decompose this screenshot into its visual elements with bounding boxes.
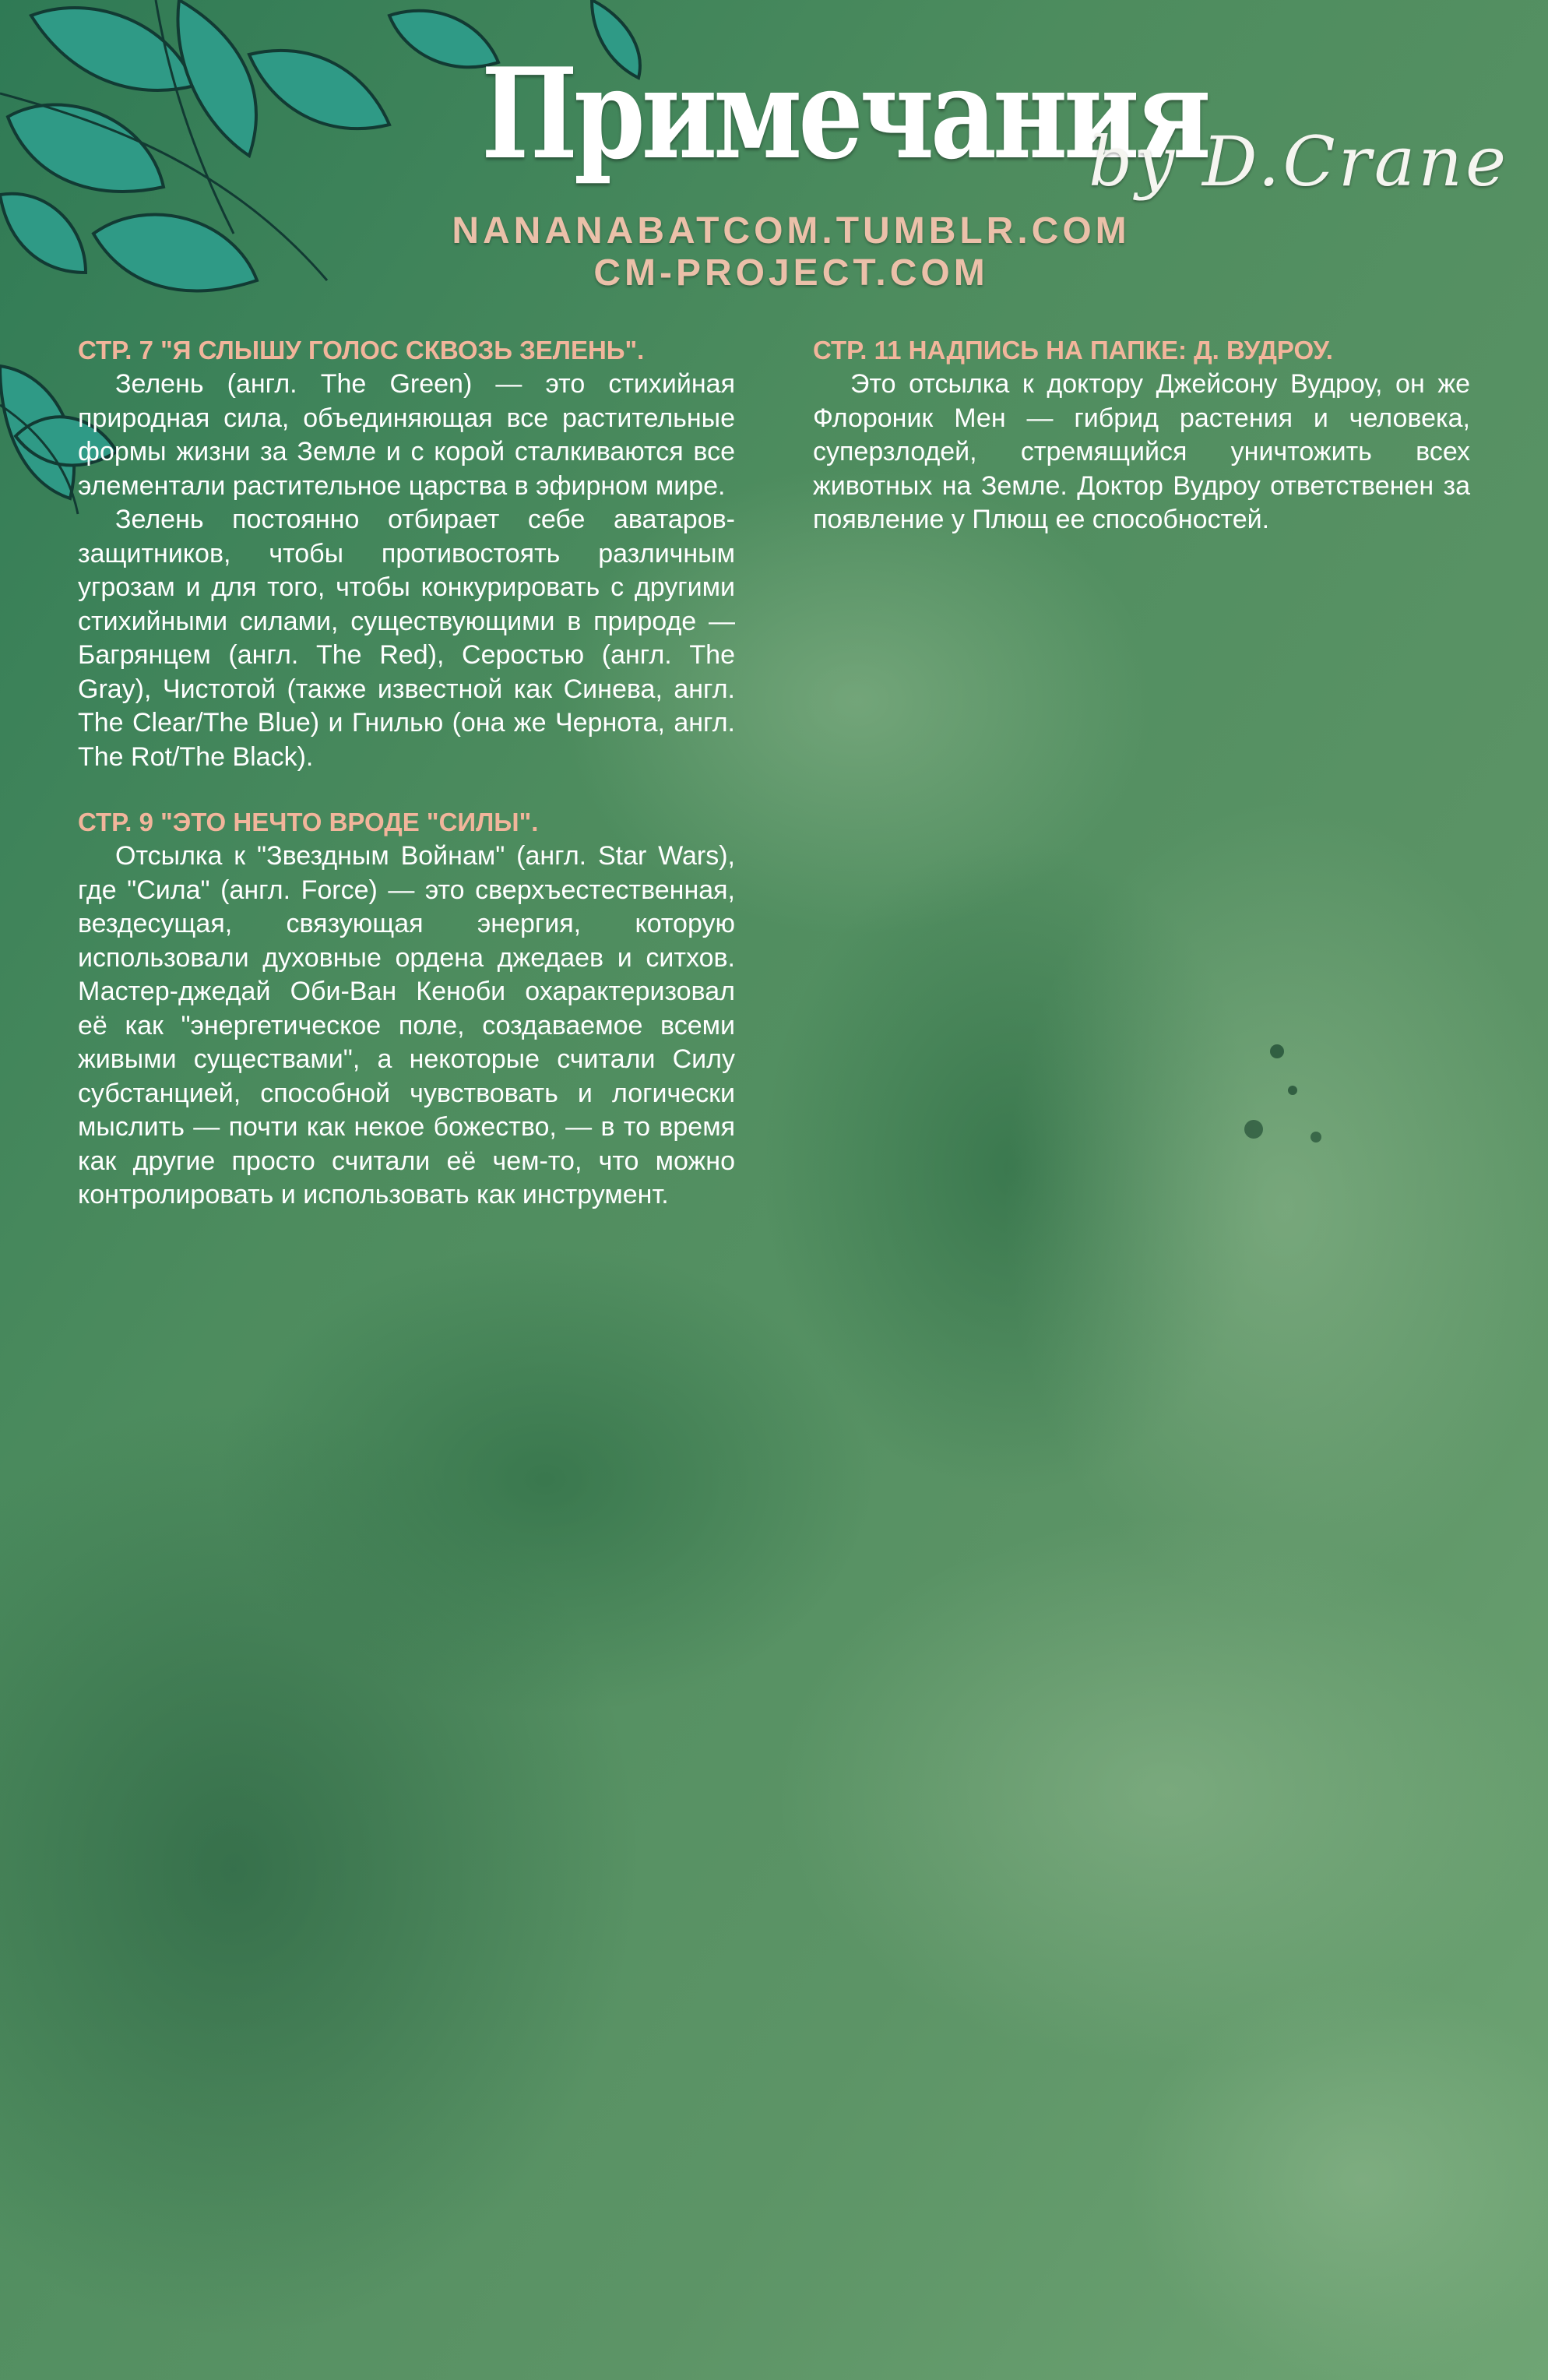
source-links [0,210,1548,294]
note-page-9 [78,805,735,1213]
notes-left-column [78,333,735,1244]
note-paragraph: Зелень (англ. The Green) — это стихийная природная сила, объединяющая все растительные формы жизни за Земле и с корой сталкиваются все элементали растительное царства в эфирном мире. [78,369,735,501]
note-page-7 [78,333,735,774]
link-cm-project[interactable]: CM-PROJECT.COM [593,252,989,294]
note-heading: СТР. 7 "Я СЛЫШУ ГОЛОС СКВОЗЬ ЗЕЛЕНЬ". [78,336,645,364]
note-heading: СТР. 9 "ЭТО НЕЧТО ВРОДЕ "СИЛЫ". [78,808,539,836]
page-title: Примечания [481,40,1208,187]
notes-right-column [813,333,1470,569]
note-paragraph: Отсылка к "Звездным Войнам" (англ. Star Wars), где "Сила" (англ. Force) — это сверхъестественная, вездесущая, связующая энергия, которую использовали духовные ордена джедаев и ситхов. Мастер-джедай Оби-Ван Кеноби охарактеризовал её как "энергетическое поле, создаваемое всеми живыми существами", а некоторые считали Силу субстанцией, способной чувствовать и логически мыслить — почти как некое божество, — в то время как другие просто считали её чем-то, что можно контролировать и использовать как инструмент. [78,841,735,1209]
note-page-11 [813,333,1470,537]
note-heading: СТР. 11 НАДПИСЬ НА ПАПКЕ: Д. ВУДРОУ. [813,336,1333,364]
header [0,31,1548,218]
note-paragraph: Зелень постоянно отбирает себе аватаров-защитников, чтобы противостоять различным угрозам и для того, чтобы конкурировать с другими стихийными силами, существующими в природе — Багрянцем (англ. The Red), Серостью (англ. The Gray), Чистотой (также известной как Синева, англ. The Clear/The Blue) и Гнилью (она же Чернота, англ. The Rot/The Black). [78,505,735,772]
link-tumblr[interactable]: NANANABATCOM.TUMBLR.COM [452,210,1131,252]
note-paragraph: Это отсылка к доктору Джейсону Вудроу, он же Флороник Мен — гибрид растения и человека, суперзлодей, стремящийся уничтожить всех животных на Земле. Доктор Вудроу ответственен за появление у Плющ ее способностей. [813,369,1470,534]
author-byline: by D.Crane [1089,121,1510,202]
